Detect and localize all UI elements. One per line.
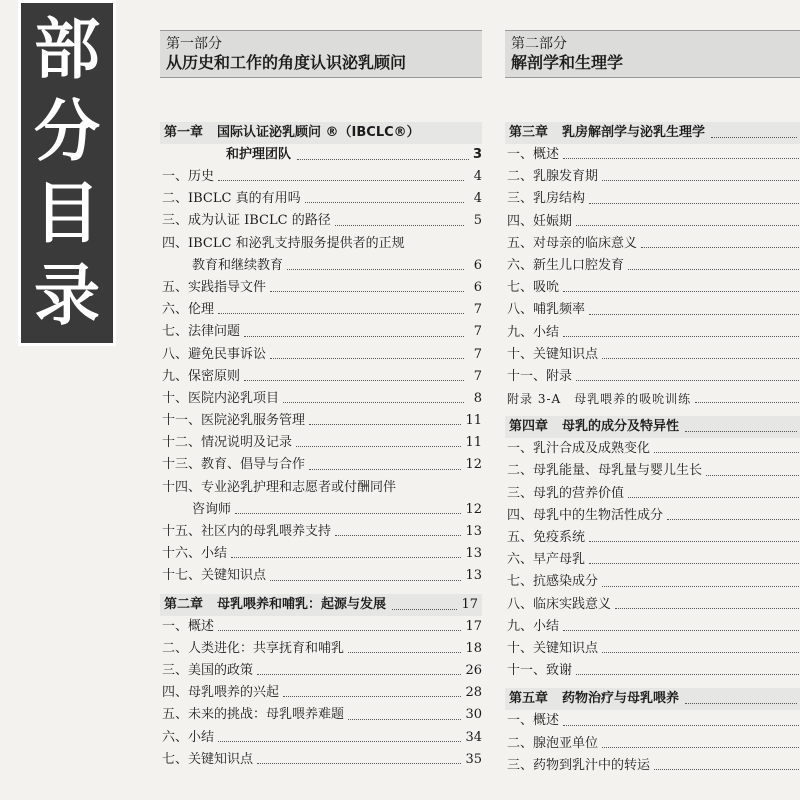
page-number: 11 bbox=[465, 435, 482, 451]
toc-entry bbox=[160, 749, 482, 771]
toc-entry bbox=[160, 166, 482, 188]
dot-leader bbox=[305, 188, 464, 203]
toc-entry bbox=[160, 432, 482, 454]
dot-leader bbox=[218, 299, 464, 314]
dot-leader bbox=[218, 727, 461, 742]
page-number: 7 bbox=[473, 302, 482, 318]
entry-title: 六、伦理 bbox=[162, 302, 215, 318]
toc-entry bbox=[505, 549, 800, 571]
chapter-heading bbox=[505, 122, 800, 144]
entry-title: 十、关键知识点 bbox=[507, 346, 599, 362]
part-label: 第一部分 bbox=[166, 36, 222, 52]
page-number: 12 bbox=[465, 501, 482, 517]
toc-entry bbox=[505, 299, 800, 321]
dot-leader bbox=[589, 527, 800, 542]
dot-leader bbox=[283, 388, 464, 403]
entry-title: 二、IBCLC 真的有用吗 bbox=[162, 191, 301, 207]
page-number: 7 bbox=[473, 346, 482, 362]
dot-leader bbox=[348, 638, 461, 653]
toc-entry bbox=[505, 483, 800, 505]
part-header bbox=[505, 30, 800, 78]
page-number: 4 bbox=[473, 191, 482, 207]
dot-leader bbox=[297, 144, 469, 160]
toc-entry bbox=[505, 460, 800, 482]
toc-entry bbox=[160, 233, 482, 255]
page-number: 17 bbox=[461, 596, 478, 612]
dot-leader bbox=[602, 733, 800, 748]
entry-title: 十七、关键知识点 bbox=[162, 568, 267, 584]
chapter-heading bbox=[505, 416, 800, 438]
part-header bbox=[160, 30, 482, 78]
toc-list bbox=[160, 122, 482, 771]
toc-entry bbox=[505, 166, 800, 188]
toc-entry bbox=[160, 477, 482, 499]
entry-title: 三、美国的政策 bbox=[162, 662, 254, 678]
toc-entry bbox=[505, 438, 800, 460]
toc-entry bbox=[505, 366, 800, 388]
entry-title: 七、关键知识点 bbox=[162, 751, 254, 767]
toc-entry bbox=[160, 188, 482, 210]
page-number: 5 bbox=[473, 213, 482, 229]
entry-title: 九、小结 bbox=[507, 324, 560, 340]
entry-title: 六、小结 bbox=[162, 729, 215, 745]
dot-leader bbox=[576, 211, 800, 226]
banner-char: 分 bbox=[34, 93, 100, 170]
toc-entry bbox=[505, 733, 800, 755]
dot-leader bbox=[257, 749, 461, 764]
entry-title: 三、乳房结构 bbox=[507, 191, 586, 207]
toc-entry bbox=[160, 638, 482, 660]
toc-entry bbox=[505, 233, 800, 255]
dot-leader bbox=[563, 710, 800, 725]
toc-entry bbox=[505, 505, 800, 527]
toc-entry bbox=[505, 322, 800, 344]
toc-entry bbox=[160, 660, 482, 682]
chapter-title: 药物治疗与母乳喂养 bbox=[562, 691, 680, 707]
dot-leader bbox=[270, 565, 461, 580]
dot-leader bbox=[563, 322, 800, 337]
page-number: 13 bbox=[465, 568, 482, 584]
entry-title: 一、历史 bbox=[162, 169, 215, 184]
entry-title: 二、人类进化：共享抚育和哺乳 bbox=[162, 640, 345, 656]
entry-title: 十一、附录 bbox=[507, 368, 573, 384]
entry-title: 五、免疫系统 bbox=[507, 530, 586, 545]
dot-leader bbox=[270, 277, 464, 292]
page-number: 13 bbox=[465, 524, 482, 539]
dot-leader bbox=[218, 166, 464, 181]
toc-entry bbox=[160, 565, 482, 587]
entry-title: 十四、专业泌乳护理和志愿者或付酬同伴 bbox=[162, 479, 397, 495]
page-number: 13 bbox=[465, 546, 482, 562]
page-number: 34 bbox=[465, 729, 482, 745]
chapter-title: 乳房解剖学与泌乳生理学 bbox=[562, 125, 706, 140]
dot-leader bbox=[602, 166, 800, 181]
chapter-number: 第一章 bbox=[164, 125, 204, 140]
toc-entry bbox=[160, 410, 482, 432]
entry-title: 六、新生儿口腔发育 bbox=[507, 257, 625, 273]
toc-entry bbox=[505, 277, 800, 299]
entry-title: 十、关键知识点 bbox=[507, 640, 599, 656]
toc-entry bbox=[505, 211, 800, 233]
toc-entry bbox=[160, 210, 482, 232]
dot-leader bbox=[218, 616, 461, 631]
dot-leader bbox=[287, 255, 464, 270]
entry-title: 五、对母亲的临床意义 bbox=[507, 235, 638, 251]
toc-entry bbox=[160, 499, 482, 521]
entry-title: 六、早产母乳 bbox=[507, 552, 586, 568]
entry-title: 七、抗感染成分 bbox=[507, 574, 599, 590]
chapter-title: 母乳的成分及特异性 bbox=[562, 419, 680, 435]
entry-title: 七、吸吮 bbox=[507, 280, 560, 296]
toc-entry bbox=[505, 755, 800, 777]
dot-leader bbox=[231, 543, 461, 558]
page-number: 35 bbox=[465, 751, 482, 767]
entry-title: 八、临床实践意义 bbox=[507, 596, 612, 612]
page-number: 28 bbox=[465, 685, 482, 701]
chapter-title: 和护理团队 bbox=[226, 147, 292, 162]
dot-leader bbox=[711, 122, 797, 138]
entry-title: 一、概述 bbox=[162, 618, 215, 634]
entry-title: 十三、教育、倡导与合作 bbox=[162, 457, 306, 473]
dot-leader bbox=[335, 521, 461, 536]
toc-right-column bbox=[505, 30, 800, 777]
entry-title: 五、实践指导文件 bbox=[162, 279, 267, 295]
toc-entry bbox=[505, 571, 800, 593]
chapter-number: 第三章 bbox=[509, 125, 549, 140]
chapter-number: 第二章 bbox=[164, 596, 204, 612]
page-number: 18 bbox=[465, 640, 482, 656]
part-label: 第二部分 bbox=[511, 36, 567, 52]
page-number: 3 bbox=[472, 147, 482, 162]
toc-entry bbox=[505, 527, 800, 549]
chapter-number: 第四章 bbox=[509, 419, 549, 435]
toc-entry bbox=[505, 388, 800, 410]
entry-title: 三、母乳的营养价值 bbox=[507, 485, 625, 501]
toc-entry bbox=[160, 255, 482, 277]
page-number: 4 bbox=[473, 169, 482, 184]
toc-entry bbox=[505, 638, 800, 660]
chapter-heading bbox=[160, 594, 482, 616]
page-number: 8 bbox=[473, 390, 482, 406]
chapter-title-cont bbox=[160, 144, 482, 166]
chapter-heading bbox=[505, 688, 800, 710]
entry-title: 二、母乳能量、母乳量与婴儿生长 bbox=[507, 463, 703, 479]
dot-leader bbox=[685, 688, 797, 704]
entry-title: 二、乳腺发育期 bbox=[507, 169, 599, 185]
toc-entry bbox=[505, 660, 800, 682]
entry-title: 三、成为认证 IBCLC 的路径 bbox=[162, 213, 331, 229]
entry-title: 五、未来的挑战：母乳喂养难题 bbox=[162, 707, 345, 723]
dot-leader bbox=[641, 233, 800, 248]
chapter-number: 第五章 bbox=[509, 691, 549, 707]
dot-leader bbox=[244, 321, 464, 336]
toc-entry bbox=[160, 521, 482, 543]
toc-entry bbox=[160, 366, 482, 388]
entry-title: 十一、医院泌乳服务管理 bbox=[162, 413, 306, 429]
toc-entry bbox=[160, 616, 482, 638]
dot-leader bbox=[296, 432, 461, 447]
entry-title: 三、药物到乳汁中的转运 bbox=[507, 757, 651, 773]
entry-title: 七、法律问题 bbox=[162, 324, 241, 340]
entry-title: 十六、小结 bbox=[162, 546, 228, 562]
dot-leader bbox=[589, 299, 800, 314]
entry-title: 二、腺泡亚单位 bbox=[507, 735, 599, 751]
toc-entry bbox=[160, 344, 482, 366]
entry-title: 一、乳汁合成及成熟变化 bbox=[507, 441, 651, 457]
toc-entry bbox=[160, 277, 482, 299]
toc-entry bbox=[505, 594, 800, 616]
dot-leader bbox=[309, 454, 461, 469]
toc-entry bbox=[160, 299, 482, 321]
dot-leader bbox=[576, 660, 800, 675]
entry-title: 附录 3-A 母乳喂养的吸吮训练 bbox=[507, 392, 692, 407]
entry-title: 教育和继续教育 bbox=[192, 257, 284, 273]
entry-title: 九、小结 bbox=[507, 618, 560, 634]
entry-title: 四、IBCLC 和泌乳支持服务提供者的正规 bbox=[162, 235, 405, 251]
dot-leader bbox=[270, 344, 464, 359]
toc-left-column bbox=[160, 30, 482, 771]
dot-leader bbox=[589, 188, 800, 203]
entry-title: 八、避免民事诉讼 bbox=[162, 346, 267, 362]
dot-leader bbox=[283, 682, 461, 697]
page-number: 17 bbox=[465, 618, 482, 634]
dot-leader bbox=[309, 410, 461, 425]
toc-entry bbox=[505, 255, 800, 277]
entry-title: 四、母乳中的生物活性成分 bbox=[507, 507, 664, 523]
page-number: 26 bbox=[465, 662, 482, 678]
dot-leader bbox=[615, 594, 800, 609]
dot-leader bbox=[335, 210, 464, 225]
entry-title: 十、医院内泌乳项目 bbox=[162, 390, 280, 406]
dot-leader bbox=[563, 144, 800, 159]
banner-char: 部 bbox=[34, 11, 100, 88]
dot-leader bbox=[576, 366, 800, 381]
dot-leader bbox=[602, 638, 800, 653]
dot-leader bbox=[244, 366, 464, 381]
toc-entry bbox=[160, 682, 482, 704]
toc-entry bbox=[160, 704, 482, 726]
dot-leader bbox=[654, 438, 800, 453]
dot-leader bbox=[628, 255, 800, 270]
entry-title: 一、概述 bbox=[507, 147, 560, 162]
toc-entry bbox=[505, 188, 800, 210]
part-title: 从历史和工作的角度认识泌乳顾问 bbox=[166, 53, 407, 72]
dot-leader bbox=[685, 416, 797, 432]
dot-leader bbox=[392, 594, 457, 610]
page-number: 6 bbox=[473, 257, 482, 273]
dot-leader bbox=[235, 499, 461, 514]
chapter-heading bbox=[160, 122, 482, 144]
entry-title: 四、母乳喂养的兴起 bbox=[162, 685, 280, 701]
banner-char: 目 bbox=[34, 175, 100, 252]
entry-title: 九、保密原则 bbox=[162, 368, 241, 384]
entry-title: 一、概述 bbox=[507, 713, 560, 729]
dot-leader bbox=[706, 460, 800, 475]
page-number: 7 bbox=[473, 368, 482, 384]
entry-title: 八、哺乳频率 bbox=[507, 302, 586, 318]
dot-leader bbox=[602, 571, 800, 586]
toc-entry bbox=[160, 454, 482, 476]
dot-leader bbox=[563, 277, 800, 292]
dot-leader bbox=[602, 344, 800, 359]
page-number: 6 bbox=[473, 279, 482, 295]
chapter-title: 国际认证泌乳顾问 ®（IBCLC®） bbox=[217, 125, 420, 140]
dot-leader bbox=[257, 660, 461, 675]
toc-list bbox=[505, 122, 800, 777]
entry-title: 十二、情况说明及记录 bbox=[162, 435, 293, 451]
entry-title: 十五、社区内的母乳喂养支持 bbox=[162, 524, 332, 539]
part-title: 解剖学和生理学 bbox=[511, 53, 624, 72]
toc-entry bbox=[160, 388, 482, 410]
toc-entry bbox=[505, 616, 800, 638]
toc-entry bbox=[160, 543, 482, 565]
dot-leader bbox=[628, 483, 800, 498]
toc-entry bbox=[505, 144, 800, 166]
entry-title: 四、妊娠期 bbox=[507, 213, 573, 229]
dot-leader bbox=[695, 388, 800, 403]
toc-entry bbox=[505, 344, 800, 366]
toc-entry bbox=[160, 727, 482, 749]
banner-char: 录 bbox=[34, 257, 100, 334]
entry-title: 咨询师 bbox=[192, 501, 232, 517]
dot-leader bbox=[348, 704, 461, 719]
page-number: 11 bbox=[465, 413, 482, 429]
chapter-title: 母乳喂养和哺乳：起源与发展 bbox=[217, 596, 387, 612]
dot-leader bbox=[563, 616, 800, 631]
section-banner bbox=[18, 0, 116, 346]
page-number: 30 bbox=[465, 707, 482, 723]
page-number: 12 bbox=[465, 457, 482, 473]
page-number: 7 bbox=[473, 324, 482, 340]
dot-leader bbox=[667, 505, 800, 520]
toc-entry bbox=[505, 710, 800, 732]
dot-leader bbox=[589, 549, 800, 564]
dot-leader bbox=[654, 755, 800, 770]
entry-title: 十一、致谢 bbox=[507, 663, 573, 679]
toc-entry bbox=[160, 321, 482, 343]
